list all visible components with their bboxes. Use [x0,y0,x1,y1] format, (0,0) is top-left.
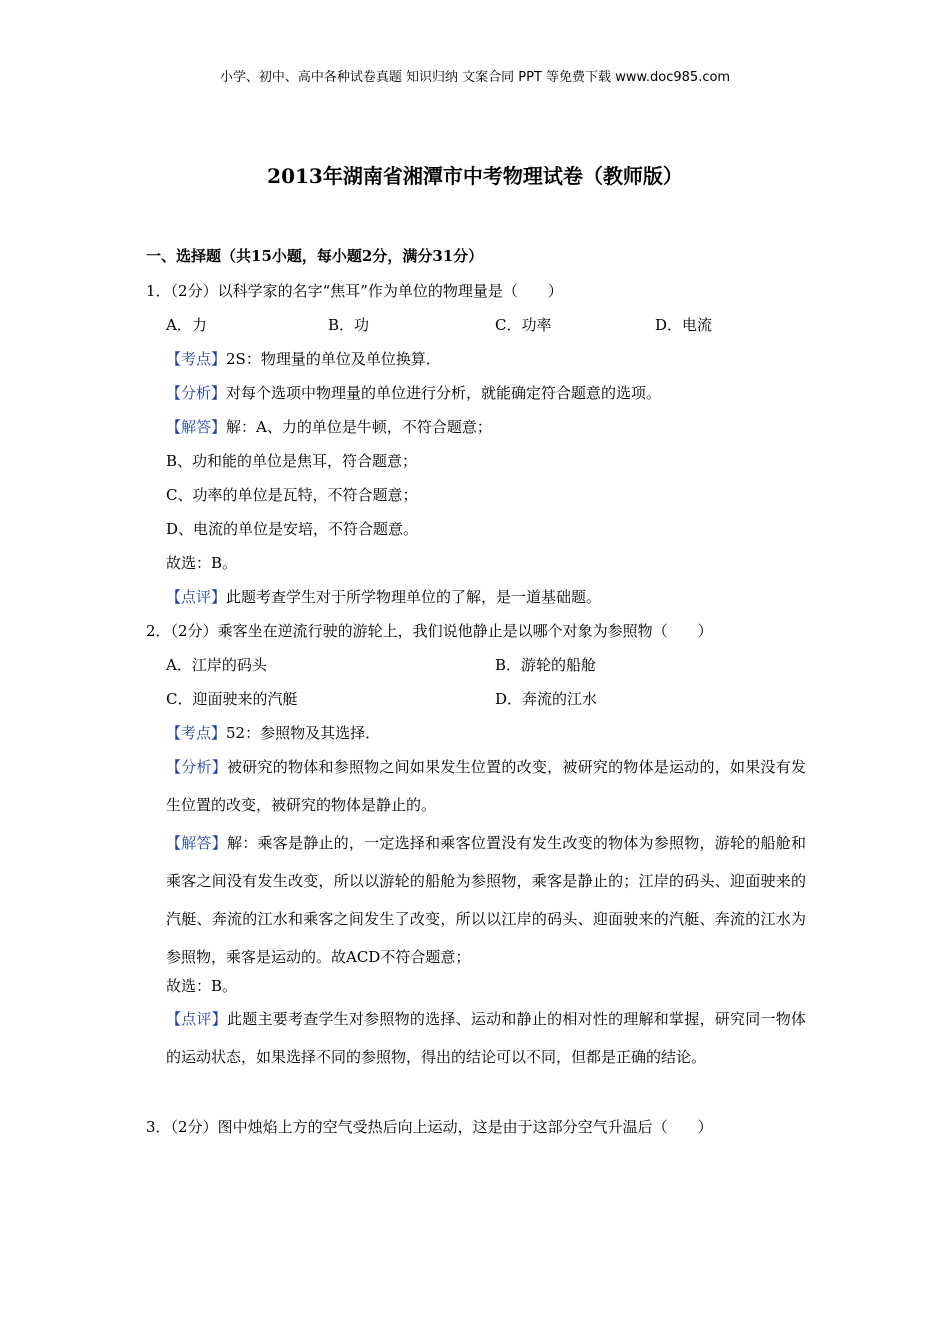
page-title: 2013年湖南省湘潭市中考物理试卷（教师版） [267,164,683,188]
q2-fenxi: 【分析】被研究的物体和参照物之间如果发生位置的改变，被研究的物体是运动的，如果没有发生位置的改变，被研究的物体是静止的。 [166,758,806,814]
q1-solution-line: D、电流的单位是安培，不符合题意。 [166,520,419,538]
q2-option-b: B．游轮的船舱 [495,656,597,674]
q1-option-d: D．电流 [655,316,713,334]
question-2-stem: 2．（2分）乘客坐在逆流行驶的游轮上，我们说他静止是以哪个对象为参照物（ ） [146,622,713,640]
q2-option-d: D．奔流的江水 [495,690,598,708]
q2-option-a: A．江岸的码头 [166,656,267,674]
fenxi-tag: 【分析】 [166,384,227,402]
q1-dianping: 【点评】此题考查学生对于所学物理单位的了解，是一道基础题。 [166,588,602,606]
q1-solution-line: B、功和能的单位是焦耳，符合题意； [166,452,418,470]
kaodian-tag: 【考点】 [166,350,227,368]
section-heading: 一、选择题（共15小题，每小题2分，满分31分） [146,247,484,265]
q2-answer: 故选：B。 [166,977,238,995]
q2-jieda: 【解答】解：乘客是静止的，一定选择和乘客位置没有发生改变的物体为参照物，游轮的船舱和乘客之间没有发生改变，所以以游轮的船舱为参照物，乘客是静止的；江岸的码头、迎面驶来的汽艇、奔流的江水和乘客之间发生了改变，所以以江岸的码头、迎面驶来的汽艇、奔流的江水为参照物，乘客是运动的。故ACD不符合题意； [166,834,806,966]
question-3-stem: 3．（2分）图中烛焰上方的空气受热后向上运动，这是由于这部分空气升温后（ ） [146,1118,713,1136]
q1-solution-line: C、功率的单位是瓦特，不符合题意； [166,486,418,504]
q2-kaodian: 【考点】52：参照物及其选择． [166,724,381,742]
q2-option-c: C．迎面驶来的汽艇 [166,690,298,708]
dianping-tag: 【点评】 [166,588,227,606]
fenxi-tag: 【分析】 [166,758,227,776]
q1-answer: 故选：B。 [166,554,238,572]
question-1-stem: 1．（2分）以科学家的名字“焦耳”作为单位的物理量是（ ） [146,282,563,300]
kaodian-tag: 【考点】 [166,724,227,742]
q1-kaodian: 【考点】2S：物理量的单位及单位换算． [166,350,441,368]
q2-dianping: 【点评】此题主要考查学生对参照物的选择、运动和静止的相对性的理解和掌握，研究同一物体的运动状态，如果选择不同的参照物，得出的结论可以不同，但都是正确的结论。 [166,1010,806,1066]
q1-option-b: B．功 [328,316,370,334]
q1-jieda: 【解答】解：A、力的单位是牛顿，不符合题意； [166,418,492,436]
jieda-tag: 【解答】 [166,418,227,436]
q1-option-a: A．力 [166,316,207,334]
q1-fenxi: 【分析】对每个选项中物理量的单位进行分析，就能确定符合题意的选项。 [166,384,662,402]
page-header: 小学、初中、高中各种试卷真题 知识归纳 文案合同 PPT 等免费下载 www.doc985.com [219,70,731,85]
jieda-tag: 【解答】 [166,834,227,852]
q1-option-c: C．功率 [495,316,552,334]
dianping-tag: 【点评】 [166,1010,227,1028]
